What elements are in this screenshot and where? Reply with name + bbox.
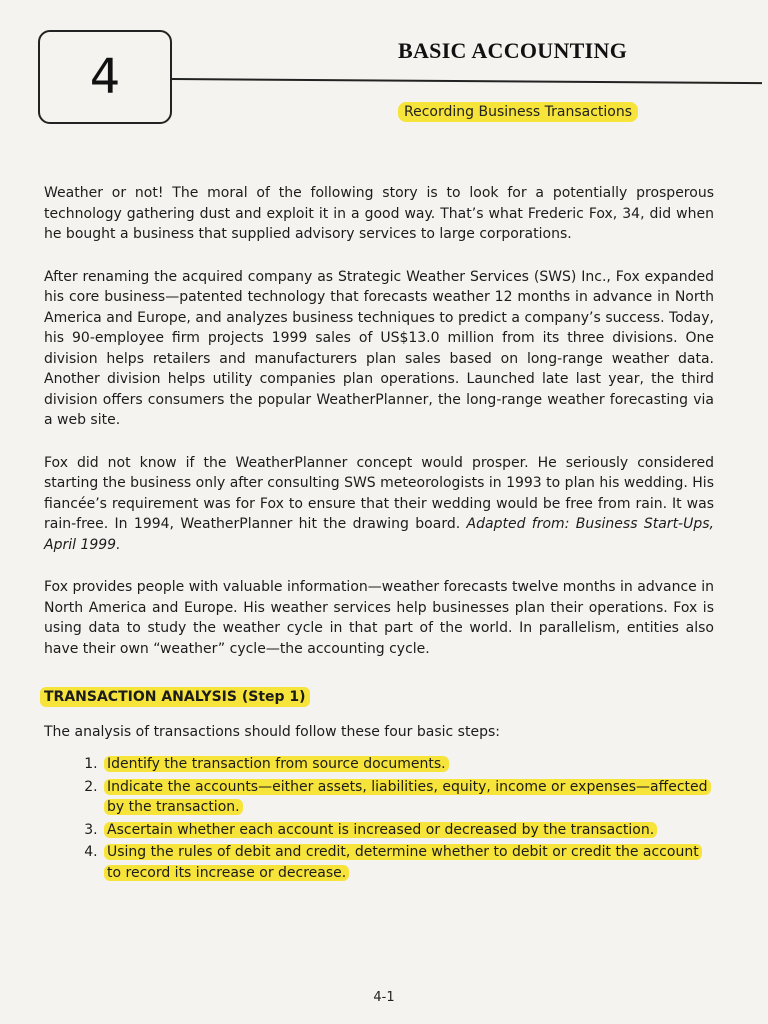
list-item	[102, 754, 714, 775]
list-item	[102, 777, 714, 818]
paragraph-intro: Weather or not! The moral of the following story is to look for a potentially prosperous technology gathering dust and exploit it in a good way. That’s what Frederic Fox, 34, did when he bought a business that supplied advisory services to large corporations.	[44, 185, 714, 242]
paragraph-accounting-cycle: Fox provides people with valuable information—weather forecasts twelve months in advance in North America and Europe. His weather services help businesses plan their operations. Fox is using data to study the weather cycle in that part of the world. In parallelism, entities also have their own “weather” cycle—the accounting cycle.	[44, 579, 714, 657]
chapter-title: BASIC ACCOUNTING	[398, 38, 628, 63]
steps-list	[44, 754, 714, 883]
paragraph-sws: After renaming the acquired company as Strategic Weather Services (SWS) Inc., Fox expanded his core business—patented technology that forecasts weather 12 months in advance in North America and Europe, and analyzes business techniques to predict a company’s success. Today, his 90-employee firm projects 1999 sales of US$13.0 million from its three divisions. One division helps retailers and manufacturers plan sales based on long-range weather data. Another division helps utility companies plan operations. Launched late last year, the third division offers consumers the popular WeatherPlanner, the long-range weather forecasting via a web site.	[44, 268, 714, 428]
step-text: Using the rules of debit and credit, determine whether to debit or credit the account to record its increase or decrease.	[104, 844, 702, 881]
chapter-subtitle	[398, 104, 638, 120]
step-text: Indicate the accounts—either assets, liabilities, equity, income or expenses—affected by the transaction.	[104, 779, 711, 816]
page-body	[44, 183, 714, 885]
section-heading-text: TRANSACTION ANALYSIS (Step 1)	[40, 687, 310, 707]
header-rule	[172, 78, 762, 84]
section-intro: The analysis of transactions should follow these four basic steps:	[44, 723, 500, 740]
section-heading	[40, 687, 714, 708]
chapter-subtitle-text: Recording Business Transactions	[398, 102, 638, 122]
list-item	[102, 842, 714, 883]
page-number: 4-1	[373, 990, 395, 1005]
chapter-number: 4	[89, 49, 121, 105]
step-text: Identify the transaction from source documents.	[104, 756, 449, 772]
step-text: Ascertain whether each account is increased or decreased by the transaction.	[104, 822, 657, 838]
chapter-number-box	[38, 30, 172, 124]
list-item	[102, 820, 714, 841]
paragraph-weatherplanner-text: Fox did not know if the WeatherPlanner concept would prosper. He seriously considered starting the business only after consulting SWS meteorologists in 1993 to plan his wedding. His fiancée’s requirement was for Fox to ensure that their wedding would be free from rain. It was rain-free. In 1994, WeatherPlanner hit the drawing board.	[44, 454, 714, 532]
paragraph-weatherplanner	[44, 453, 714, 556]
paragraph-source-citation: Adapted from: Business Start-Ups, April 1999.	[44, 516, 714, 553]
